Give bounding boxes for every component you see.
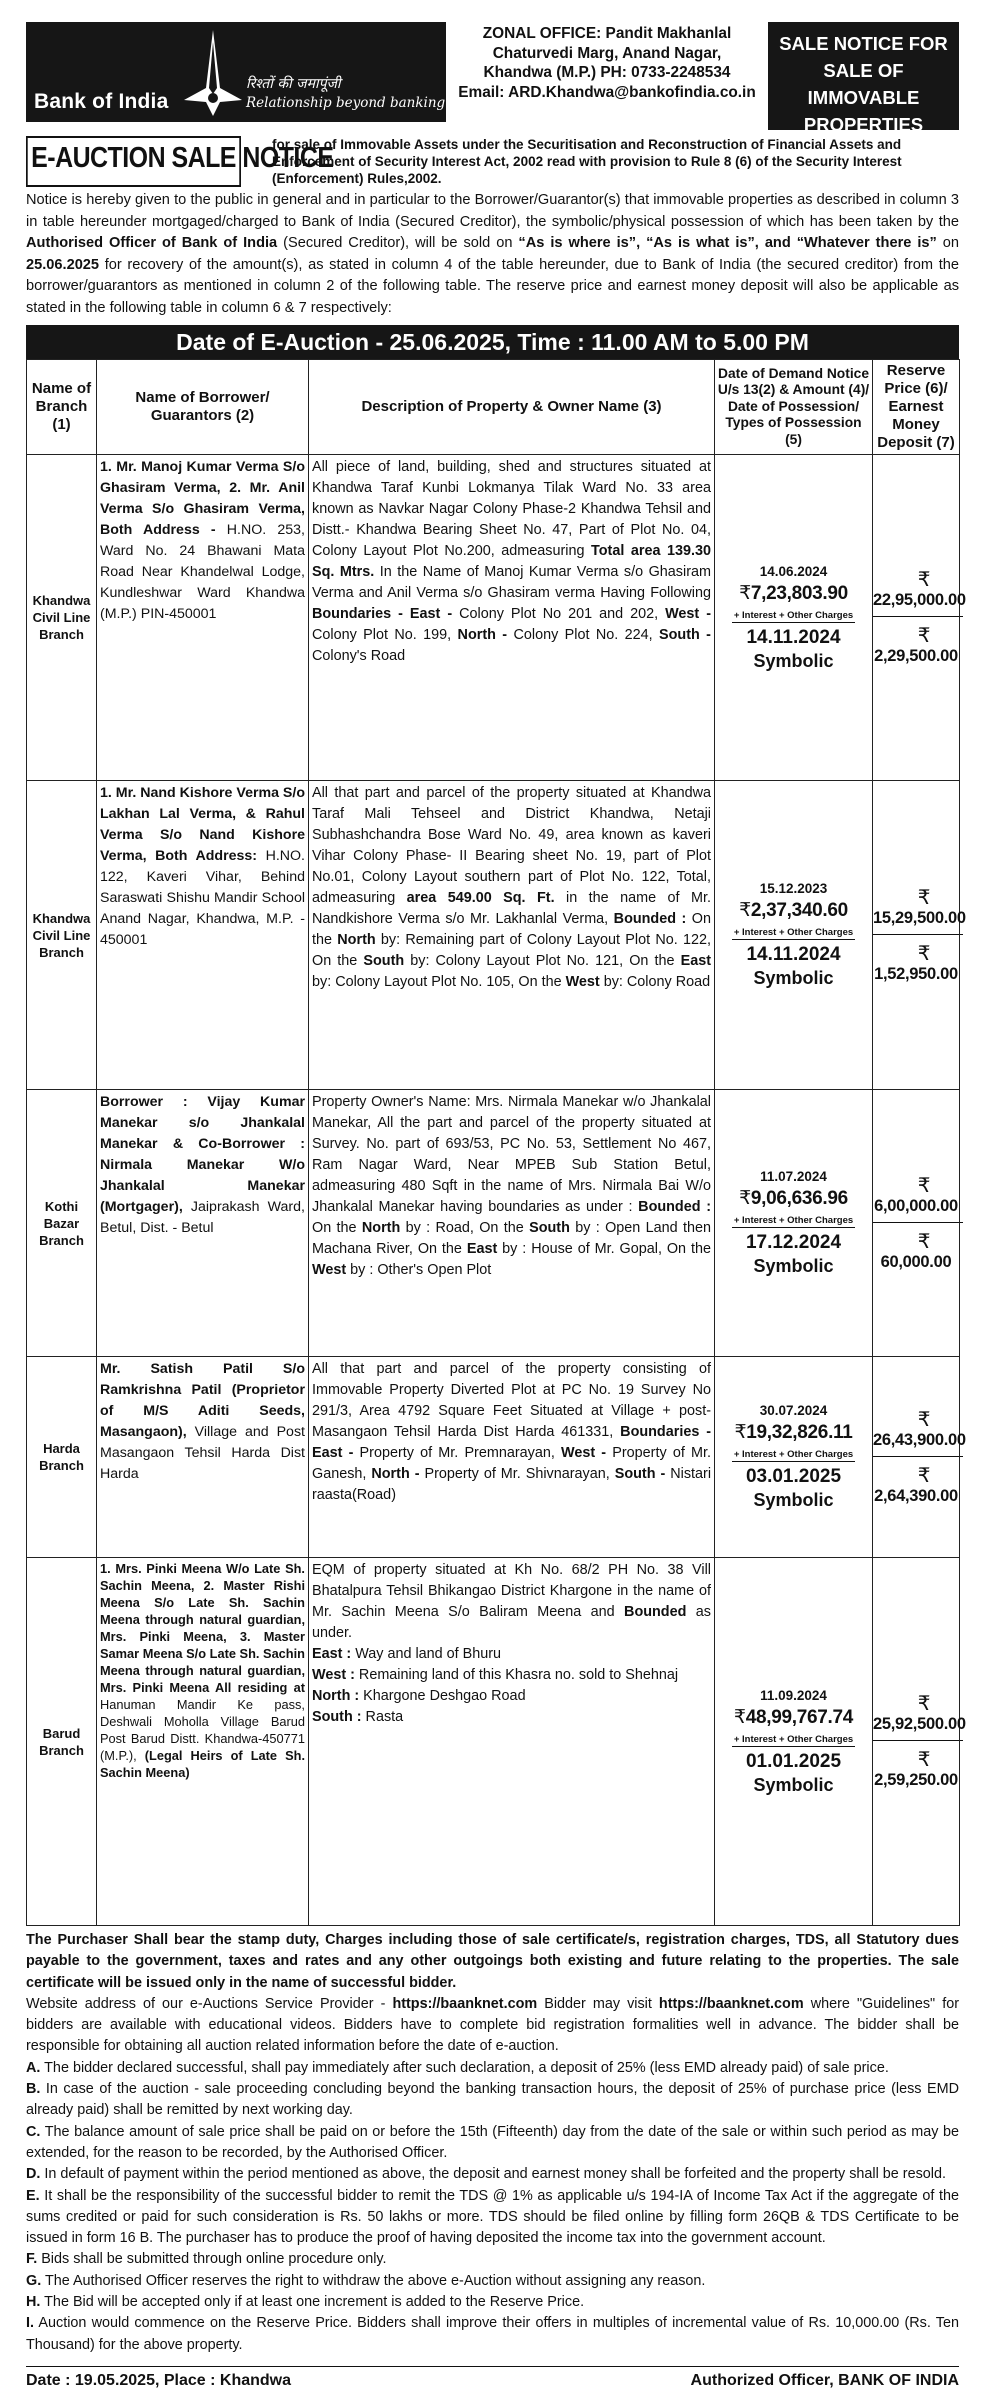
possession-type: Symbolic bbox=[753, 650, 834, 671]
date-place: Date : 19.05.2025, Place : Khandwa bbox=[26, 2371, 292, 2389]
term-text: The bidder declared successful, shall pay immediately after such declaration, a deposit of 25% (less EMD already paid) of sale price. bbox=[40, 2059, 889, 2076]
description-bold: South - bbox=[614, 1466, 666, 1482]
description-bold: East bbox=[680, 953, 711, 969]
description-bold: North - bbox=[371, 1466, 420, 1482]
col-header-branch: Name of Branch (1) bbox=[27, 360, 97, 455]
amount-value: 2,37,340.60 bbox=[750, 900, 848, 921]
star-logo-icon bbox=[184, 30, 242, 116]
reserve-value: 22,95,000.00 bbox=[873, 591, 966, 609]
logo-tagline: Relationship beyond banking bbox=[246, 95, 446, 111]
sale-notice-line: PROPERTIES bbox=[803, 114, 924, 135]
earnest-money bbox=[873, 1231, 959, 1272]
term-text: In case of the auction - sale proceeding concluding beyond the banking transaction hours, the deposit of 25% of purchase price (less EMD already paid) shall be remitted by next working day. bbox=[26, 2081, 959, 2119]
sale-notice-line: SALE OF IMMOVABLE bbox=[807, 60, 920, 108]
description-text: by : House of Mr. Gopal, On the bbox=[497, 1241, 711, 1257]
auction-date-bar: Date of E-Auction - 25.06.2025, Time : 11.00 AM to 5.00 PM bbox=[26, 325, 959, 359]
property-description-cell bbox=[309, 1357, 715, 1558]
reserve-value: 6,00,000.00 bbox=[874, 1196, 958, 1215]
possession-date: 14.11.2024 bbox=[746, 626, 841, 648]
intro-bold: Authorised Officer of Bank of India bbox=[26, 235, 278, 251]
rupee-icon: ₹ bbox=[739, 1188, 751, 1209]
description-text: Property of Mr. Shivnarayan, bbox=[419, 1466, 615, 1482]
zonal-line: Khandwa (M.P.) PH: 0733-2248534 bbox=[483, 64, 731, 81]
description-text: All piece of land, building, shed and structures situated at Khandwa Taraf Kunbi Lokmanya Tilak Ward No. 33 area known as Navkar Nagar Colony Phase-2 Khandwa Tehsil and Distt.- Khandwa Bearing Sheet No. 47, Part of Plot No. 04, Colony Layout Plot No.200, admeasuring bbox=[312, 459, 711, 559]
demand-cell bbox=[715, 1357, 873, 1558]
term-item bbox=[26, 2058, 959, 2079]
branch-cell: Harda Branch bbox=[27, 1357, 97, 1558]
boundary-value: Khargone Deshgao Road bbox=[359, 1688, 526, 1704]
interest-note: + Interest + Other Charges bbox=[733, 927, 854, 938]
demand-cell bbox=[715, 455, 873, 781]
term-text: The Bid will be accepted only if at least one increment is added to the Reserve Price. bbox=[40, 2294, 585, 2311]
boundary-key: North : bbox=[312, 1688, 360, 1704]
term-text: The balance amount of sale price shall be paid on or before the 15th (Fifteenth) day from the date of the sale or within such period as may be extended, for the reason to be recorded, by the Authorised Officer. bbox=[26, 2123, 959, 2161]
interest-wrap bbox=[717, 1444, 870, 1462]
term-item bbox=[26, 2271, 959, 2292]
boundary-line bbox=[312, 1665, 711, 1686]
table-row bbox=[27, 455, 960, 781]
sale-notice-box bbox=[768, 22, 959, 135]
borrower-cell bbox=[97, 1357, 309, 1558]
branch-cell: Khandwa Civil Line Branch bbox=[27, 781, 97, 1090]
possession-type: Symbolic bbox=[753, 1774, 834, 1795]
demand-cell bbox=[715, 1558, 873, 1926]
logo-name: Bank of India bbox=[34, 90, 169, 113]
col-header-description: Description of Property & Owner Name (3) bbox=[309, 360, 715, 455]
page-title: E-AUCTION SALE NOTICE bbox=[26, 136, 241, 187]
earnest-money bbox=[873, 943, 959, 984]
intro-paragraph bbox=[26, 190, 959, 319]
table-row bbox=[27, 1090, 960, 1357]
rupee-icon: ₹ bbox=[733, 1706, 746, 1728]
description-text: by : Other's Open Plot bbox=[346, 1262, 492, 1278]
borrower-legal-heirs: (Legal Heirs of Late Sh. Sachin Meena) bbox=[100, 1748, 305, 1780]
rupee-icon: ₹ bbox=[917, 569, 931, 591]
borrower-name: 1. Mr. Manoj Kumar Verma S/o Ghasiram Verma, 2. Mr. Anil Verma S/o Ghasiram Verma, Both Address - bbox=[100, 459, 305, 538]
term-text: Auction would commence on the Reserve Price. Bidders shall improve their offers in multiples of incremental value of Rs. 10,000.00 (Rs. Ten Thousand) for the above property. bbox=[26, 2315, 959, 2353]
description-text: On the bbox=[312, 911, 711, 948]
description-bold: North bbox=[361, 1220, 401, 1236]
rupee-icon: ₹ bbox=[917, 942, 931, 965]
rupee-icon: ₹ bbox=[917, 886, 931, 909]
intro-text: (Secured Creditor), will be sold on bbox=[277, 235, 519, 251]
intro-bold: “As is where is”, “As is what is”, and “Whatever there is” bbox=[518, 235, 937, 251]
demand-amount bbox=[717, 899, 870, 922]
borrower-address: H.NO. 253, Ward No. 24 Bhawani Mata Road Near Khandelwal Lodge, Kundleshwar Ward Khandwa (M.P.) PIN-450001 bbox=[100, 522, 305, 622]
property-description-cell bbox=[309, 1558, 715, 1926]
term-item bbox=[26, 2122, 959, 2165]
purchaser-note-text: The Purchaser Shall bear the stamp duty, Charges including those of sale certificate/s, registration charges, TDS, all Statutory dues payable to the government, taxes and rates and any other outgoings both existing and future relating to the properties. The sale certificate will be issued only in the name of successful bidder. bbox=[26, 1932, 959, 1991]
description-text: by : Open Land then Machana River, On the bbox=[312, 1220, 711, 1257]
divider bbox=[873, 1456, 963, 1457]
terms-section bbox=[26, 1930, 959, 2356]
borrower-cell bbox=[97, 1090, 309, 1357]
website-text: Website address of our e-Auctions Service Provider - bbox=[26, 1995, 393, 2012]
reserve-cell bbox=[873, 455, 966, 781]
demand-amount bbox=[717, 1706, 870, 1729]
borrower-address: Hanuman Mandir Ke pass, Deshwali Moholla Village Barud Post Barud Distt. Khandwa-450771 (M.P.), bbox=[100, 1697, 305, 1763]
intro-bold: 25.06.2025 bbox=[26, 256, 100, 273]
term-text: The Authorised Officer reserves the right to withdraw the above e-Auction without assigning any reason. bbox=[41, 2272, 706, 2289]
boundary-value: Remaining land of this Khasra no. sold to Shehnaj bbox=[354, 1667, 679, 1683]
borrower-cell bbox=[97, 781, 309, 1090]
rupee-icon: ₹ bbox=[739, 582, 751, 604]
reserve-cell bbox=[873, 1558, 966, 1926]
demand-amount bbox=[717, 582, 870, 605]
emd-value: 2,29,500.00 bbox=[874, 647, 958, 665]
interest-wrap bbox=[717, 1210, 870, 1228]
demand-date: 15.12.2023 bbox=[759, 881, 828, 896]
interest-note: + Interest + Other Charges bbox=[733, 1733, 854, 1745]
term-item bbox=[26, 2313, 959, 2356]
zonal-office bbox=[446, 22, 768, 130]
demand-date: 11.07.2024 bbox=[760, 1169, 827, 1184]
rupee-icon: ₹ bbox=[739, 900, 751, 921]
description-text: All that part and parcel of the property situated at Khandwa Taraf Mali Tehseel and District Khandwa, Netaji Subhashchandra Bose Ward No. 49, area known as kaveri Vihar Colony Phase- II Bearing sheet No. 19, part of Plot No.01, Colony Layout southern part of Plot No. 122, Total, admeasuring bbox=[312, 785, 711, 906]
reserve-value: 15,29,500.00 bbox=[873, 908, 966, 927]
description-text: In the Name of Manoj Kumar Verma s/o Ghasiram Verma and Anil Verma s/o Ghasiram verma Having Following bbox=[312, 564, 711, 601]
reserve-price bbox=[873, 886, 966, 928]
description-bold: West - bbox=[561, 1445, 607, 1461]
demand-date: 30.07.2024 bbox=[759, 1403, 828, 1418]
branch-cell: Kothi Bazar Branch bbox=[27, 1090, 97, 1357]
description-text: by: Remaining part of Colony Layout Plot No. 122, On the bbox=[312, 932, 711, 969]
description-bold: Boundaries - East - bbox=[312, 606, 453, 622]
description-text: in the name of Mr. Nandkishore Verma s/o Mr. Lakhanlal Verma, bbox=[312, 890, 711, 927]
emd-value: 1,52,950.00 bbox=[874, 964, 958, 983]
rupee-icon: ₹ bbox=[917, 1174, 931, 1197]
demand-date: 14.06.2024 bbox=[759, 563, 828, 579]
borrower-name: Borrower : Vijay Kumar Manekar s/o Jhankalal Manekar & Co-Borrower : Nirmala Manekar W/o Jhankalal Manekar (Mortgager), bbox=[100, 1094, 305, 1215]
property-description-cell bbox=[309, 1090, 715, 1357]
term-key: E. bbox=[26, 2187, 40, 2204]
rupee-icon: ₹ bbox=[917, 1749, 931, 1771]
reserve-price bbox=[873, 1693, 966, 1734]
rupee-icon: ₹ bbox=[917, 1464, 931, 1487]
amount-value: 19,32,826.11 bbox=[746, 1422, 853, 1443]
term-item bbox=[26, 2079, 959, 2122]
description-text: as under. bbox=[312, 1604, 711, 1641]
reserve-cell bbox=[873, 781, 966, 1090]
signatory: Authorized Officer, BANK OF INDIA bbox=[690, 2371, 959, 2389]
col-header-demand: Date of Demand Notice U/s 13(2) & Amount (4)/ Date of Possession/ Types of Possession (5) bbox=[715, 360, 873, 455]
interest-note: + Interest + Other Charges bbox=[733, 1449, 854, 1460]
description-text: Colony Plot No. 224, bbox=[507, 627, 660, 643]
description-bold: Total area 139.30 Sq. Mtrs. bbox=[312, 543, 711, 580]
description-text: Nistari raasta(Road) bbox=[312, 1466, 712, 1503]
description-text: by: Colony Layout Plot No. 121, On the bbox=[404, 953, 681, 969]
earnest-money bbox=[873, 625, 959, 666]
col-header-borrower: Name of Borrower/ Guarantors (2) bbox=[97, 360, 309, 455]
description-text: On the bbox=[312, 1220, 362, 1236]
zonal-line: ZONAL OFFICE: Pandit Makhanlal bbox=[482, 25, 732, 42]
table-row bbox=[27, 1558, 960, 1926]
logo-hindi: रिश्तों की जमापूंजी bbox=[246, 76, 341, 92]
divider bbox=[873, 616, 963, 617]
branch-cell: Khandwa Civil Line Branch bbox=[27, 455, 97, 781]
branch-cell: Barud Branch bbox=[27, 1558, 97, 1926]
interest-note: + Interest + Other Charges bbox=[733, 609, 854, 621]
term-key: B. bbox=[26, 2081, 41, 2098]
description-text: by : Road, On the bbox=[400, 1220, 530, 1236]
title-description: for sale of Immovable Assets under the Securitisation and Reconstruction of Financial Assets and Enforcement of Security Interest Act, 2002 read with provision to Rule 8 (6) of the Security Interest (Enforcement) Rules,2002. bbox=[272, 137, 902, 186]
header bbox=[26, 22, 959, 135]
description-bold: South bbox=[363, 953, 405, 969]
col-header-reserve: Reserve Price (6)/ Earnest Money Deposit (7) bbox=[873, 360, 960, 455]
possession-type: Symbolic bbox=[753, 968, 834, 988]
description-bold: West bbox=[565, 974, 600, 990]
description-bold: Bounded : bbox=[638, 1199, 711, 1215]
demand-cell bbox=[715, 1090, 873, 1357]
possession-type: Symbolic bbox=[753, 1256, 834, 1276]
description-bold: West bbox=[312, 1262, 347, 1278]
rupee-icon: ₹ bbox=[917, 1230, 931, 1253]
term-item bbox=[26, 2186, 959, 2250]
rupee-icon: ₹ bbox=[917, 625, 931, 647]
description-text: Property of Mr. Ganesh, bbox=[312, 1445, 711, 1482]
website-text: where "Guidelines" for bidders are available with educational videos. Bidders have to complete bid registration formalities well in advance. The bidder shall be responsible for obtaining all auction related information before the date of e-auction. bbox=[26, 1995, 959, 2055]
term-text: In default of payment within the period mentioned as above, the deposit and earnest money shall be forfeited and the property shall be resold. bbox=[40, 2166, 946, 2183]
description-bold: East bbox=[466, 1241, 498, 1257]
property-description-cell bbox=[309, 455, 715, 781]
boundary-key: South : bbox=[312, 1709, 362, 1725]
borrower-address: Village and Post Masangaon Tehsil Harda Dist Harda bbox=[100, 1424, 305, 1482]
reserve-value: 26,43,900.00 bbox=[873, 1430, 966, 1449]
term-key: C. bbox=[26, 2123, 41, 2140]
zonal-line: Email: ARD.Khandwa@bankofindia.co.in bbox=[458, 83, 756, 101]
website-note bbox=[26, 1994, 959, 2058]
reserve-cell bbox=[873, 1357, 966, 1558]
term-key: G. bbox=[26, 2272, 42, 2289]
intro-text: Notice is hereby given to the public in general and in particular to the Borrower/Guarantor(s) that immovable properties as described in column 3 in table hereunder mortgaged/charged to Bank of India (Secured Creditor), the symbolic/physical possession of which has been taken by the bbox=[26, 192, 959, 230]
signature-row bbox=[26, 2366, 959, 2390]
term-text: It shall be the responsibility of the successful bidder to remit the TDS @ 1% as applicable u/s 194-IA of Income Tax Act if the aggregate of the sums credited or paid for such consideration is Rs. 50 lakhs or more. TDS should be filed online by filling form 26QB & TDS Certificate to be issued in form 16 B. The purchaser has to produce the proof of having deposited the income tax into the government account. bbox=[26, 2187, 959, 2247]
borrower-cell bbox=[97, 455, 309, 781]
description-text: by: Colony Layout Plot No. 105, On the bbox=[312, 974, 566, 990]
boundary-value: Way and land of Bhuru bbox=[351, 1646, 502, 1662]
divider bbox=[873, 1222, 963, 1223]
interest-note: + Interest + Other Charges bbox=[733, 1215, 854, 1226]
description-text: EQM of property situated at Kh No. 68/2 PH No. 38 Vill Bhatalpura Tehsil Bhikangao District Khargone in the name of Mr. Sachin Meena S/o Baliram Meena and bbox=[312, 1562, 711, 1620]
description-text: All that part and parcel of the property consisting of Immovable Property Diverted Plot at PC No. 19 Survey No 291/3, Area 4792 Square Feet Situated at Village + post- Masangaon Tehsil Harda Dist Harda 461331, bbox=[312, 1361, 711, 1440]
reserve-value: 25,92,500.00 bbox=[873, 1715, 966, 1733]
reserve-price bbox=[873, 1175, 959, 1216]
interest-wrap bbox=[717, 922, 870, 940]
rupee-icon: ₹ bbox=[917, 1408, 931, 1431]
possession-type: Symbolic bbox=[753, 1490, 834, 1510]
demand-amount bbox=[717, 1421, 870, 1444]
rupee-icon: ₹ bbox=[917, 1693, 931, 1715]
description-text: Property Owner's Name: Mrs. Nirmala Manekar w/o Jhankalal Manekar, All the part and parcel of the property situated at Survey. No. part of 693/53, PC No. 53, Settlement No 467, Ram Nagar Ward, Near MPEB Sub Station Betul, admeasuring 480 Sqft in the name of Mrs. Nirmala Bai W/o Jhankalal Manekar having boundaries as under : bbox=[312, 1094, 711, 1215]
borrower-address: Jaiprakash Ward, Betul, Dist. - Betul bbox=[100, 1199, 305, 1236]
boundary-line bbox=[312, 1686, 711, 1707]
term-key: F. bbox=[26, 2251, 38, 2268]
rupee-icon: ₹ bbox=[734, 1422, 747, 1443]
divider bbox=[873, 934, 963, 935]
description-bold: West - bbox=[665, 606, 711, 622]
borrower-name: Mr. Satish Patil S/o Ramkrishna Patil (Proprietor of M/S Aditi Seeds, Masangaon), bbox=[100, 1361, 305, 1440]
term-key: H. bbox=[26, 2294, 41, 2311]
divider bbox=[873, 1740, 963, 1741]
emd-value: 60,000.00 bbox=[880, 1252, 952, 1271]
title-row bbox=[26, 136, 959, 187]
boundary-line bbox=[312, 1644, 711, 1665]
description-text: by: Colony Road bbox=[599, 974, 711, 990]
description-bold: Bounded bbox=[624, 1604, 687, 1620]
table-header-row bbox=[27, 360, 960, 455]
interest-wrap bbox=[717, 605, 870, 623]
description-bold: North - bbox=[457, 627, 508, 643]
term-item bbox=[26, 2249, 959, 2270]
website-link[interactable]: https://baanknet.com bbox=[658, 1995, 804, 2012]
reserve-price bbox=[873, 569, 966, 610]
boundary-line bbox=[312, 1707, 711, 1728]
zonal-line: Chaturvedi Marg, Anand Nagar, bbox=[492, 44, 722, 62]
intro-text: on bbox=[936, 235, 959, 251]
term-key: A. bbox=[26, 2059, 41, 2076]
term-item bbox=[26, 2292, 959, 2313]
emd-value: 2,59,250.00 bbox=[874, 1771, 958, 1789]
boundary-value: Rasta bbox=[361, 1709, 404, 1725]
description-bold: Bounded : bbox=[613, 911, 687, 927]
borrower-cell bbox=[97, 1558, 309, 1926]
logo-text bbox=[246, 74, 445, 111]
description-text: Property of Mr. Premnarayan, bbox=[353, 1445, 561, 1461]
terms-list bbox=[26, 2058, 959, 2356]
property-table bbox=[26, 359, 966, 1926]
borrower-address: H.NO. 122, Kaveri Vihar, Behind Saraswati Shishu Mandir School Anand Nagar, Khandwa, M.P. - 450001 bbox=[100, 848, 305, 948]
amount-value: 9,06,636.96 bbox=[750, 1188, 848, 1209]
demand-amount bbox=[717, 1187, 870, 1210]
possession-date: 17.12.2024 bbox=[745, 1232, 842, 1253]
possession-date: 03.01.2025 bbox=[745, 1466, 842, 1487]
table-row bbox=[27, 1357, 960, 1558]
interest-wrap bbox=[717, 1729, 870, 1747]
description-bold: South bbox=[529, 1220, 570, 1236]
website-text: Bidder may visit bbox=[537, 1995, 659, 2012]
description-text: Colony Plot No. 199, bbox=[312, 627, 458, 643]
sale-notice-line: SALE NOTICE FOR bbox=[779, 33, 948, 54]
earnest-money bbox=[873, 1465, 959, 1506]
term-item bbox=[26, 2164, 959, 2185]
amount-value: 48,99,767.74 bbox=[745, 1706, 854, 1728]
earnest-money bbox=[873, 1749, 959, 1790]
purchaser-note bbox=[26, 1930, 959, 1994]
term-text: Bids shall be submitted through online procedure only. bbox=[37, 2251, 387, 2268]
table-row bbox=[27, 781, 960, 1090]
description-bold: South - bbox=[659, 627, 711, 643]
demand-cell bbox=[715, 781, 873, 1090]
borrower-name: 1. Mr. Nand Kishore Verma S/o Lakhan Lal Verma, & Rahul Verma S/o Nand Kishore Verma, Both Address: bbox=[100, 785, 305, 864]
amount-value: 7,23,803.90 bbox=[750, 582, 848, 604]
term-key: I. bbox=[26, 2315, 34, 2332]
description-text: Colony Plot No 201 and 202, bbox=[452, 606, 666, 622]
demand-date: 11.09.2024 bbox=[760, 1687, 827, 1703]
boundary-key: West : bbox=[312, 1667, 355, 1683]
reserve-price bbox=[873, 1408, 966, 1450]
intro-text: for recovery of the amount(s), as stated in column 4 of the table hereunder, due to Bank of India (the secured creditor) from the borrower/guarantors as mentioned in column 2 of the following table. The reserve price and earnest money deposit will also be applicable as stated in the following table in column 6 & 7 respectively: bbox=[26, 256, 959, 316]
possession-date: 01.01.2025 bbox=[745, 1750, 842, 1772]
emd-value: 2,64,390.00 bbox=[874, 1486, 958, 1505]
possession-date: 14.11.2024 bbox=[746, 944, 841, 965]
website-link[interactable]: https://baanknet.com bbox=[392, 1995, 538, 2012]
borrower-name: 1. Mrs. Pinki Meena W/o Late Sh. Sachin Meena, 2. Master Rishi Meena S/o Late Sh. Sachin Meena through natural guardian, Mrs. Pinki Meena, 3. Master Samar Meena S/o Late Sh. Sachin Meena through natural guardian, Mrs. Pinki Meena All residing at bbox=[100, 1561, 305, 1695]
description-bold: area 549.00 Sq. Ft. bbox=[406, 890, 555, 906]
term-key: D. bbox=[26, 2166, 41, 2183]
bank-logo bbox=[26, 22, 446, 122]
property-description-cell bbox=[309, 781, 715, 1090]
reserve-cell bbox=[873, 1090, 960, 1357]
boundary-key: East : bbox=[312, 1646, 352, 1662]
description-bold: Boundaries - East - bbox=[312, 1424, 711, 1461]
description-bold: North bbox=[337, 932, 376, 948]
description-text: Colony's Road bbox=[312, 648, 406, 664]
